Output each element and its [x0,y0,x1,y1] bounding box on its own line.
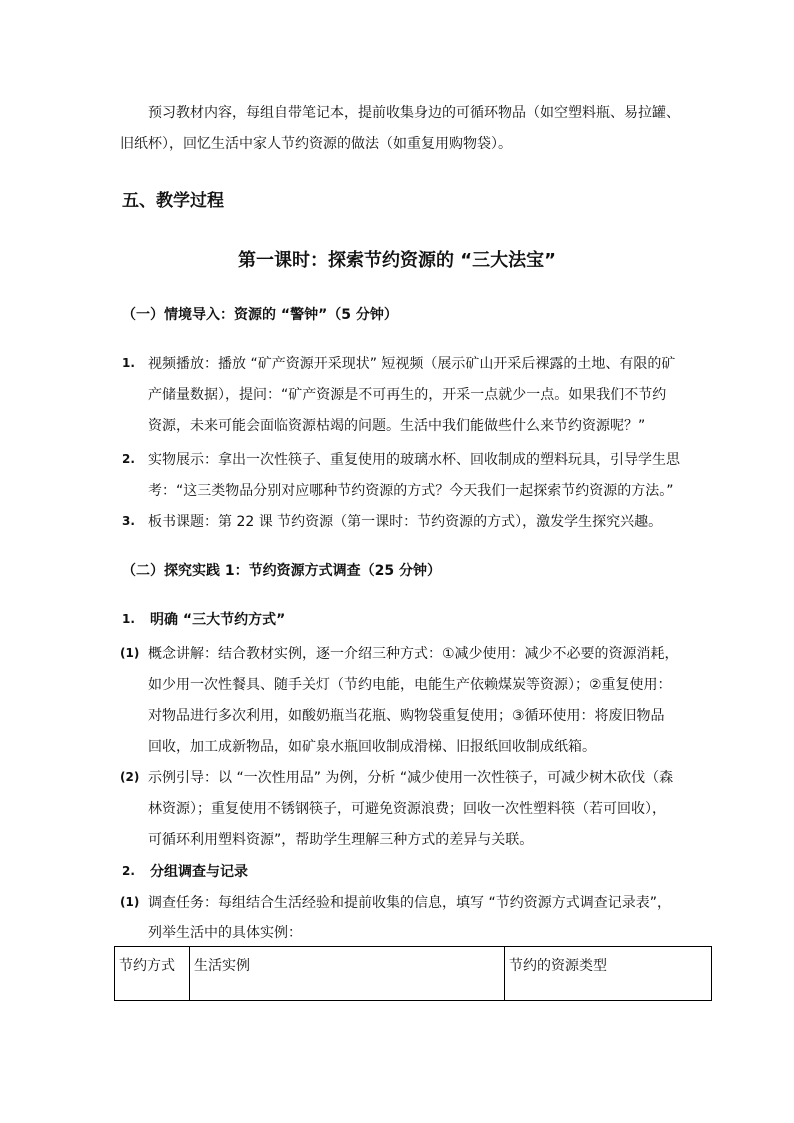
part2-item1-sub2-line3: 可循环利用塑料资源”，帮助学生理解三种方式的差异与关联。 [148,832,534,848]
table-header-row [115,947,712,1001]
part1-item2-line1: 实物展示：拿出一次性筷子、重复使用的玻璃水杯、回收制成的塑料玩具，引导学生思 [148,452,680,468]
part2-item1-sub2-number: (2) [120,770,140,784]
part2-item1-sub1-line1: 概念讲解：结合教材实例，逐一介绍三种方式：①减少使用：减少不必要的资源消耗， [148,646,679,662]
part1-item1-line3: 资源，未来可能会面临资源枯竭的问题。生活中我们能做些什么来节约资源呢？” [148,418,646,434]
prep-line-1: 预习教材内容，每组自带笔记本，提前收集身边的可循环物品（如空塑料瓶、易拉罐、 [148,105,680,121]
part2-item1-sub1-line3: 对物品进行多次利用，如酸奶瓶当花瓶、购物袋重复使用；③循环使用：将废旧物品 [148,708,665,724]
part2-item1-sub1-line4: 回收，加工成新物品，如矿泉水瓶回收制成滑梯、旧报纸回收制成纸箱。 [148,739,596,755]
part1-item2-line2: 考：“这三类物品分别对应哪种节约资源的方式？今天我们一起探索节约资源的方法。” [148,483,674,499]
part2-item2-number: 2. [122,864,135,878]
section-title: 五、教学过程 [122,191,224,211]
record-table [114,946,712,1001]
lesson-title: 第一课时：探索节约资源的 “三大法宝” [238,250,556,271]
part2-item1-number: 1. [122,612,135,626]
part1-item1-line2: 产储量数据），提问：“矿产资源是不可再生的，开采一点就少一点。如果我们不节约 [148,387,667,403]
table-header-example: 生活实例 [190,947,505,1001]
part2-item2-sub1-line2: 列举生活中的具体实例： [148,925,302,941]
part2-item1-sub2-line2: 林资源）；重复使用不锈钢筷子，可避免资源浪费；回收一次性塑料筷（若可回收）， [148,801,666,817]
part2-title: （二）探究实践 1：节约资源方式调查（25 分钟） [122,563,441,579]
part2-item1-sub2-line1: 示例引导：以 “一次性用品” 为例，分析 “减少使用一次性筷子，可减少树木砍伐（森 [148,770,674,786]
part2-item1-sub1-line2: 如少用一次性餐具、随手关灯（节约电能，电能生产依赖煤炭等资源）；②重复使用： [148,677,672,693]
part2-item2-sub1-line1: 调查任务：每组结合生活经验和提前收集的信息，填写 “节约资源方式调查记录表”， [148,895,671,911]
table-header-method: 节约方式 [115,947,190,1001]
part1-item1-number: 1. [122,356,135,370]
part2-item1-title: 明确 “三大节约方式” [150,612,286,628]
part1-item3-number: 3. [122,514,135,528]
table-header-resource-type: 节约的资源类型 [505,947,712,1001]
part1-item3-line1: 板书课题：第 22 课 节约资源（第一课时：节约资源的方式），激发学生探究兴趣。 [148,514,663,530]
part2-item1-sub1-number: (1) [120,646,140,660]
part1-item1-line1: 视频播放：播放 “矿产资源开采现状” 短视频（展示矿山开采后裸露的土地、有限的矿 [148,356,676,372]
part1-item2-number: 2. [122,452,135,466]
part2-item2-title: 分组调查与记录 [150,864,248,880]
part2-item2-sub1-number: (1) [120,895,140,909]
part1-title: （一）情境导入：资源的 “警钟”（5 分钟） [122,307,398,323]
prep-line-2: 旧纸杯），回忆生活中家人节约资源的做法（如重复用购物袋）。 [120,136,512,152]
